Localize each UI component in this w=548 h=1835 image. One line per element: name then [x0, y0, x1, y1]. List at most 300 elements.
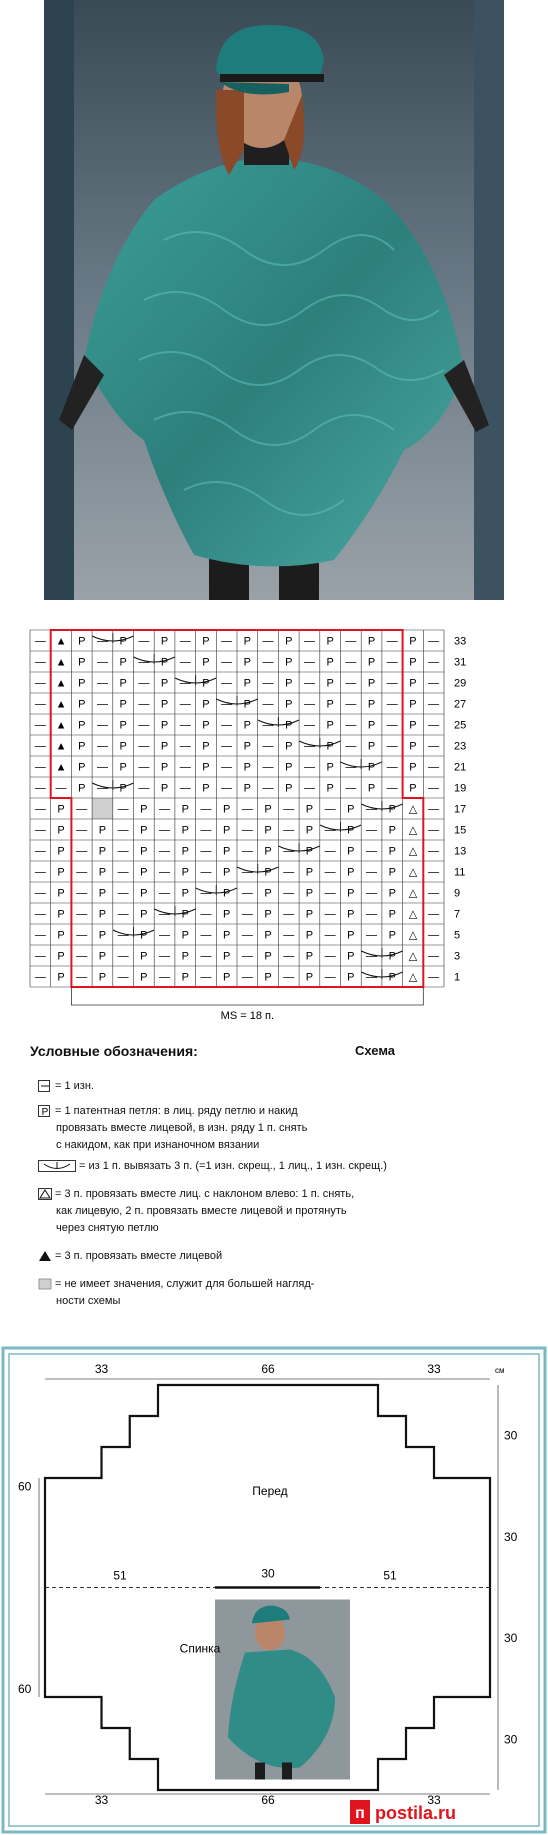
dash-symbol: — [366, 887, 378, 900]
p-symbol: P [367, 740, 376, 753]
p-symbol: P [181, 845, 189, 858]
dash-symbol: — [262, 635, 274, 648]
p-symbol: P [202, 635, 210, 648]
p-symbol: P [243, 677, 252, 690]
dash-symbol: — [96, 635, 108, 648]
dash-symbol: — [241, 866, 253, 879]
p-symbol: P [222, 824, 231, 837]
dash-symbol: — [179, 635, 191, 648]
legend-text: через снятую петлю [56, 1222, 159, 1234]
dash-symbol: — [366, 971, 378, 984]
front-label: Перед [252, 1484, 288, 1498]
p-symbol: P [285, 782, 293, 795]
dash-symbol: — [241, 908, 253, 921]
poncho-photo [44, 0, 504, 600]
mid-dim: 51 [383, 1568, 397, 1583]
dash-symbol: — [303, 782, 315, 795]
mid-dim: 30 [261, 1566, 275, 1581]
dash-symbol: — [96, 782, 108, 795]
dash-symbol: — [221, 635, 233, 648]
dash-symbol: — [303, 698, 315, 711]
p-symbol: P [347, 908, 355, 921]
dash-symbol: — [283, 824, 295, 837]
p-symbol: P [243, 782, 252, 795]
dash-symbol: — [303, 761, 315, 774]
dash-symbol: — [117, 845, 129, 858]
p-symbol: P [305, 845, 314, 858]
dash-symbol: — [283, 929, 295, 942]
dash-symbol: — [366, 950, 378, 963]
dash-symbol: — [138, 740, 150, 753]
dash-symbol: — [428, 698, 440, 711]
legend-title: Условные обозначения: [30, 1043, 198, 1059]
p-symbol: P [347, 887, 355, 900]
dash-symbol: — [428, 908, 440, 921]
p-symbol: P [160, 698, 169, 711]
p-symbol: P [264, 908, 272, 921]
p-symbol: P [243, 740, 252, 753]
dash-symbol: — [324, 824, 336, 837]
triangle-symbol: △ [408, 887, 418, 900]
dash-symbol: — [34, 698, 46, 711]
dash-symbol: — [428, 740, 440, 753]
legend-text: = 1 изн. [55, 1080, 94, 1092]
mid-dim: 51 [113, 1568, 127, 1583]
dash-symbol: — [428, 824, 440, 837]
dash-symbol: — [428, 677, 440, 690]
dash-symbol: — [262, 761, 274, 774]
p-symbol: P [409, 656, 417, 669]
legend-text: = 3 п. провязать вместе лицевой [55, 1250, 223, 1262]
p-symbol: P [222, 929, 231, 942]
dash-symbol: — [159, 950, 171, 963]
p-symbol: P [305, 929, 314, 942]
dash-symbol: — [159, 929, 171, 942]
dash-symbol: — [200, 971, 212, 984]
p-symbol: P [409, 740, 417, 753]
legend-item [38, 1186, 354, 1237]
p-symbol: P [367, 719, 376, 732]
dash-symbol: — [386, 782, 398, 795]
dash-symbol: — [428, 845, 440, 858]
dash-symbol: — [159, 866, 171, 879]
dash-symbol: — [241, 824, 253, 837]
p-symbol: P [388, 803, 396, 816]
p-symbol: P [140, 929, 148, 942]
dash-symbol: — [366, 824, 378, 837]
dash-symbol: — [138, 761, 150, 774]
p-symbol: P [78, 656, 86, 669]
legend-text: как лицевую, 2 п. провязать вместе лицевой и протянуть [56, 1205, 347, 1217]
p-symbol: P [202, 656, 210, 669]
p-symbol: P [243, 719, 252, 732]
p-symbol: P [98, 845, 107, 858]
dash-symbol: — [221, 677, 233, 690]
dash-symbol: — [34, 908, 46, 921]
row-number: 15 [454, 824, 467, 837]
dash-symbol: — [200, 845, 212, 858]
p-symbol: P [367, 761, 376, 774]
dash-symbol: — [179, 677, 191, 690]
dash-symbol: — [386, 677, 398, 690]
row-number: 9 [454, 887, 461, 900]
dash-symbol: — [179, 698, 191, 711]
arc-box-icon [38, 1160, 76, 1172]
p-symbol: P [388, 971, 396, 984]
p-symbol: P [202, 782, 210, 795]
p-symbol: P [119, 782, 127, 795]
p-symbol: P [409, 698, 417, 711]
top-dim: 33 [427, 1362, 441, 1376]
dash-symbol: — [117, 908, 129, 921]
triangle-symbol: △ [408, 803, 418, 816]
dash-symbol: — [117, 929, 129, 942]
legend-text: = 1 патентная петля: в лиц. ряду петлю и накид [55, 1105, 298, 1117]
p-symbol: P [119, 656, 127, 669]
triangle-symbol: △ [408, 845, 418, 858]
p-symbol: P [243, 761, 252, 774]
legend-item [38, 1276, 314, 1310]
dash-symbol: — [96, 677, 108, 690]
p-symbol: P [160, 740, 169, 753]
top-dim: 66 [261, 1362, 275, 1376]
p-symbol: P [140, 824, 148, 837]
p-symbol: P [326, 698, 334, 711]
p-symbol: P [140, 845, 148, 858]
p-symbol: P [347, 971, 355, 984]
p-symbol: P [326, 635, 334, 648]
p-symbol: P [57, 971, 65, 984]
dash-symbol: — [345, 740, 357, 753]
p-symbol: P [326, 677, 334, 690]
dash-symbol: — [200, 950, 212, 963]
row-number: 7 [454, 908, 461, 921]
dash-symbol: — [159, 803, 171, 816]
left-dim: 60 [18, 1479, 32, 1494]
p-symbol: P [326, 719, 334, 732]
triangle-symbol: ▲ [55, 677, 67, 690]
dash-symbol: — [324, 971, 336, 984]
triangle-symbol: △ [408, 866, 418, 879]
dash-symbol: — [179, 656, 191, 669]
p-symbol: P [264, 803, 272, 816]
p-symbol: P [285, 719, 293, 732]
dash-symbol: — [34, 950, 46, 963]
watermark-text: postila.ru [375, 1803, 457, 1823]
dash-symbol: — [76, 908, 88, 921]
dash-symbol: — [34, 845, 46, 858]
legend-item [38, 1248, 222, 1265]
p-symbol: P [98, 929, 107, 942]
dash-symbol: — [117, 824, 129, 837]
dash-symbol: — [117, 950, 129, 963]
right-dim: 30 [504, 1529, 518, 1544]
row-number: 19 [454, 782, 467, 795]
p-symbol: P [388, 887, 396, 900]
p-symbol: P [57, 929, 65, 942]
p-symbol: P [409, 761, 417, 774]
p-symbol: P [181, 971, 189, 984]
p-symbol: P [285, 698, 293, 711]
dash-symbol: — [34, 824, 46, 837]
dash-symbol: — [138, 719, 150, 732]
dash-symbol: — [159, 971, 171, 984]
p-symbol: P [78, 761, 86, 774]
p-symbol: P [388, 929, 396, 942]
svg-text:P: P [41, 1107, 49, 1118]
row-number: 3 [454, 950, 461, 963]
p-symbol: P [160, 677, 169, 690]
dash-symbol: — [76, 824, 88, 837]
p-symbol: P [305, 824, 314, 837]
dash-symbol: — [345, 677, 357, 690]
p-symbol: P [160, 761, 169, 774]
dash-symbol: — [241, 803, 253, 816]
bottom-dim: 66 [261, 1793, 275, 1807]
p-symbol: P [140, 971, 148, 984]
p-symbol: P [305, 803, 314, 816]
row-number: 31 [454, 656, 467, 669]
dash-symbol: — [221, 761, 233, 774]
dash-box-icon [38, 1080, 52, 1092]
legend-text: провязать вместе лицевой, в изн. ряду 1 п. снять [56, 1122, 308, 1134]
dash-symbol: — [96, 761, 108, 774]
p-symbol: P [181, 929, 189, 942]
dash-symbol: — [34, 656, 46, 669]
p-symbol: P [285, 656, 293, 669]
row-number: 27 [454, 698, 467, 711]
row-number: 23 [454, 740, 467, 753]
dash-symbol: — [386, 635, 398, 648]
dash-symbol: — [324, 950, 336, 963]
repeat-bracket [71, 987, 423, 1005]
legend-text: = не имеет значения, служит для большей нагляд- [55, 1278, 315, 1290]
dash-symbol: — [117, 887, 129, 900]
dash-symbol: — [34, 803, 46, 816]
dash-symbol: — [241, 971, 253, 984]
dash-symbol: — [76, 866, 88, 879]
p-symbol: P [347, 929, 355, 942]
p-symbol: P [347, 950, 355, 963]
p-symbol: P [98, 908, 107, 921]
triangle-symbol: △ [408, 824, 418, 837]
dash-symbol: — [428, 971, 440, 984]
bottom-dim: 33 [427, 1793, 441, 1807]
dash-symbol: — [179, 782, 191, 795]
dash-symbol: — [345, 761, 357, 774]
dash-symbol: — [159, 824, 171, 837]
p-symbol: P [367, 656, 376, 669]
p-symbol: P [367, 635, 376, 648]
p-symbol: P [222, 971, 231, 984]
p-symbol: P [326, 656, 334, 669]
row-number: 33 [454, 635, 467, 648]
dash-symbol: — [283, 866, 295, 879]
dash-symbol: — [324, 803, 336, 816]
p-symbol: P [140, 866, 148, 879]
dash-symbol: — [34, 635, 46, 648]
p-symbol: P [222, 908, 231, 921]
dash-symbol: — [303, 719, 315, 732]
dash-symbol: — [324, 866, 336, 879]
dash-symbol: — [34, 782, 46, 795]
dash-symbol: — [428, 656, 440, 669]
unit-label: см [495, 1366, 505, 1375]
p-symbol: P [98, 887, 107, 900]
back-label: Спинка [179, 1641, 221, 1656]
p-symbol: P [388, 866, 396, 879]
row-number: 5 [454, 929, 461, 942]
p-symbol: P [264, 950, 272, 963]
dash-symbol: — [324, 908, 336, 921]
legend-text: = из 1 п. вывязать 3 п. (=1 изн. скрещ., 1 лиц., 1 изн. скрещ.) [79, 1160, 387, 1172]
dash-symbol: — [138, 635, 150, 648]
dash-symbol: — [96, 740, 108, 753]
row-number: 17 [454, 803, 467, 816]
dash-symbol: — [96, 698, 108, 711]
dash-symbol: — [34, 971, 46, 984]
dash-symbol: — [34, 740, 46, 753]
dash-symbol: — [324, 929, 336, 942]
row-number: 13 [454, 845, 467, 858]
dash-symbol: — [221, 656, 233, 669]
dash-symbol: — [262, 677, 274, 690]
p-symbol: P [181, 908, 189, 921]
p-symbol: P [78, 677, 86, 690]
dash-symbol: — [428, 803, 440, 816]
p-symbol: P [326, 782, 334, 795]
p-symbol: P [305, 950, 314, 963]
dash-symbol: — [138, 656, 150, 669]
p-symbol: P [285, 635, 293, 648]
triangle-outline-icon [38, 1188, 52, 1200]
legend-item [38, 1158, 387, 1175]
dash-symbol: — [386, 719, 398, 732]
dash-symbol: — [241, 929, 253, 942]
dash-symbol: — [262, 782, 274, 795]
p-symbol: P [409, 677, 417, 690]
dash-symbol: — [76, 845, 88, 858]
p-symbol: P [264, 824, 272, 837]
dash-symbol: — [324, 845, 336, 858]
p-symbol: P [243, 698, 252, 711]
triangle-symbol: △ [408, 929, 418, 942]
triangle-symbol: ▲ [55, 719, 67, 732]
dash-symbol: — [283, 908, 295, 921]
p-symbol: P [78, 719, 86, 732]
dash-symbol: — [262, 656, 274, 669]
p-symbol: P [181, 950, 189, 963]
dash-symbol: — [76, 950, 88, 963]
dash-symbol: — [76, 929, 88, 942]
p-symbol: P [160, 656, 169, 669]
small-photo [215, 1600, 350, 1780]
knitting-chart [20, 620, 545, 1020]
p-symbol: P [119, 719, 127, 732]
svg-text:п: п [355, 1805, 365, 1822]
p-symbol: P [98, 950, 107, 963]
dash-symbol: — [428, 782, 440, 795]
right-dim: 30 [504, 1428, 518, 1443]
p-symbol: P [98, 866, 107, 879]
bottom-dim: 33 [94, 1793, 109, 1807]
dash-symbol: — [76, 971, 88, 984]
dash-symbol: — [283, 845, 295, 858]
dash-symbol: — [34, 719, 46, 732]
p-symbol: P [367, 698, 376, 711]
p-symbol: P [57, 908, 65, 921]
dash-symbol: — [386, 698, 398, 711]
dash-symbol: — [428, 929, 440, 942]
p-symbol: P [388, 908, 396, 921]
p-symbol: P [98, 824, 107, 837]
watermark [350, 1800, 456, 1824]
dash-symbol: — [200, 866, 212, 879]
dash-symbol: — [262, 698, 274, 711]
dash-symbol: — [303, 677, 315, 690]
dash-symbol: — [200, 929, 212, 942]
p-symbol: P [98, 971, 107, 984]
dash-symbol: — [428, 887, 440, 900]
p-symbol: P [57, 950, 65, 963]
p-symbol: P [140, 950, 148, 963]
legend-text: с накидом, как при изнаночном вязании [56, 1139, 260, 1151]
p-symbol: P [367, 677, 376, 690]
triangle-symbol: ▲ [55, 635, 67, 648]
dash-symbol: — [283, 887, 295, 900]
p-symbol: P [181, 803, 189, 816]
p-symbol: P [243, 656, 252, 669]
dash-symbol: — [117, 803, 129, 816]
dash-symbol: — [345, 719, 357, 732]
p-symbol: P [160, 635, 169, 648]
dash-symbol: — [262, 740, 274, 753]
p-symbol: P [222, 950, 231, 963]
row-number: 29 [454, 677, 467, 690]
row-number: 21 [454, 761, 467, 774]
p-symbol: P [347, 845, 355, 858]
left-dim: 60 [18, 1681, 32, 1696]
dash-symbol: — [366, 908, 378, 921]
dash-symbol: — [221, 719, 233, 732]
chart-grid [30, 630, 466, 1020]
p-symbol: P [202, 677, 210, 690]
dash-symbol: — [200, 824, 212, 837]
dash-symbol: — [34, 866, 46, 879]
dash-symbol: — [117, 971, 129, 984]
dash-symbol: — [34, 761, 46, 774]
p-symbol: P [119, 677, 127, 690]
p-symbol: P [202, 719, 210, 732]
repeat-label: MS = 18 п. [220, 1010, 275, 1020]
p-symbol: P [140, 908, 148, 921]
p-symbol: P [119, 761, 127, 774]
dash-symbol: — [138, 677, 150, 690]
p-symbol: P [347, 803, 355, 816]
p-box-icon [38, 1105, 52, 1117]
p-symbol: P [264, 887, 272, 900]
dash-symbol: — [55, 782, 67, 795]
p-symbol: P [181, 887, 189, 900]
dash-symbol: — [76, 803, 88, 816]
dash-symbol: — [34, 929, 46, 942]
p-symbol: P [181, 824, 189, 837]
dash-symbol: — [386, 761, 398, 774]
legend-item [38, 1078, 94, 1095]
triangle-symbol: ▲ [55, 761, 67, 774]
top-dim: 33 [94, 1362, 109, 1376]
dash-symbol: — [366, 929, 378, 942]
